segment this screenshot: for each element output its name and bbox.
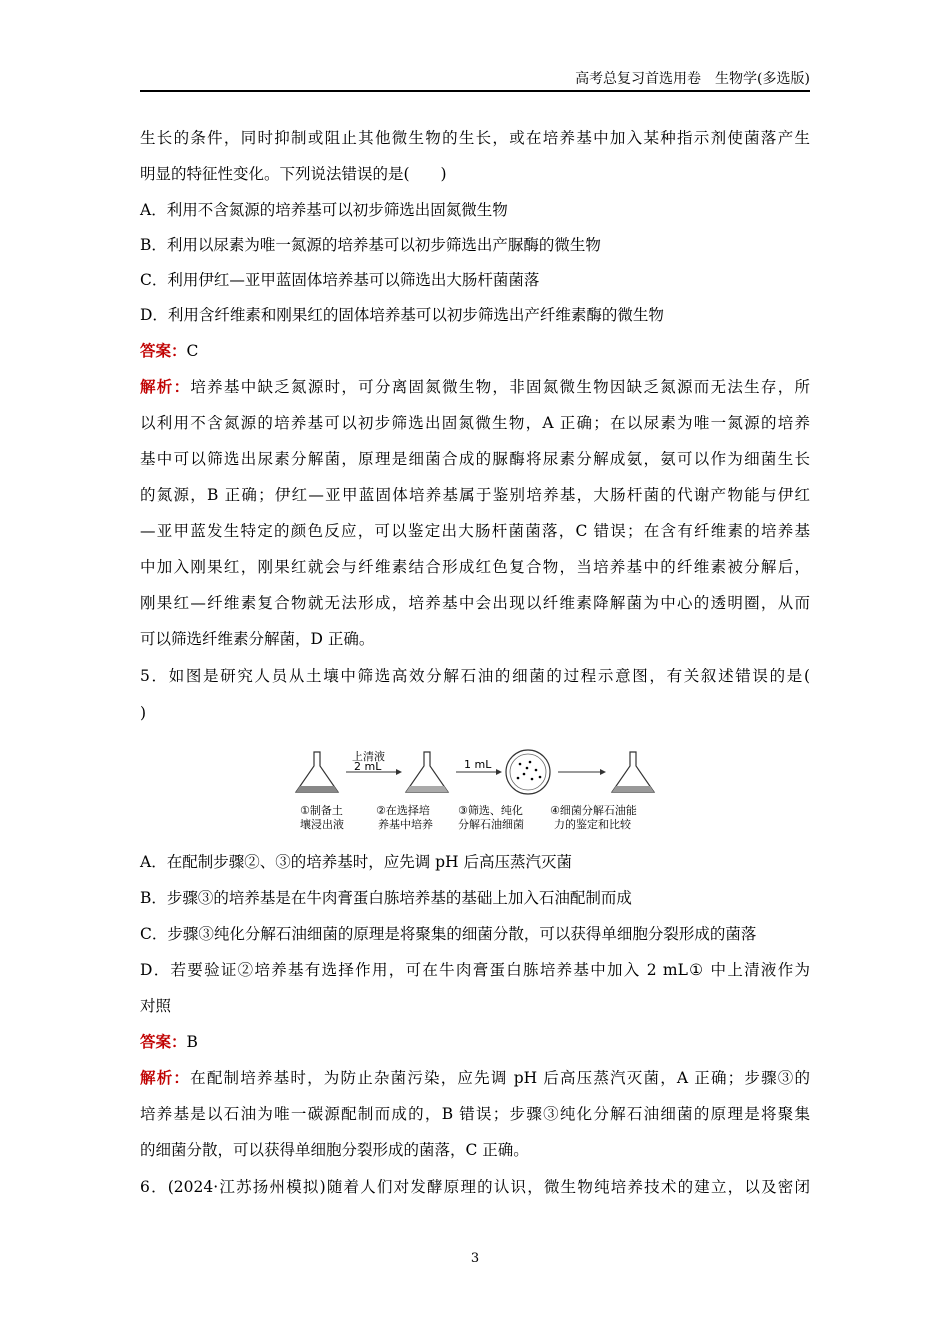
- step-1-caption-line-1: ①制备土: [300, 804, 343, 817]
- analysis-text: 在配制培养基时，为防止杂菌污染，应先调 pH 后高压蒸汽灭菌，A 正确；步骤③的: [190, 1069, 810, 1087]
- analysis-label: 解析：: [140, 377, 191, 396]
- q6-stem-line-1: 6．(2024·江苏扬州模拟)随着人们对发酵原理的认识，微生物纯培养技术的建立，以及密闭: [140, 1178, 810, 1196]
- q4-analysis-line-3: 基中可以筛选出尿素分解菌，原理是细菌合成的脲酶将尿素分解成氨，氨可以作为细菌生长: [140, 450, 810, 468]
- q5-stem-line-2: ): [140, 704, 147, 722]
- step-3-caption-line-2: 分解石油细菌: [458, 818, 524, 831]
- q4-analysis-line-8: 可以筛选纤维素分解菌，D 正确。: [140, 630, 375, 648]
- q4-analysis-line-4: 的氮源，B 正确；伊红—亚甲蓝固体培养基属于鉴别培养基，大肠杆菌的代谢产物能与伊红: [140, 486, 810, 504]
- q4-analysis-line-5: —亚甲蓝发生特定的颜色反应，可以鉴定出大肠杆菌菌落，C 错误；在含有纤维素的培养基: [140, 522, 810, 540]
- arrow-1-label-line-2: 2 mL: [354, 760, 382, 773]
- q4-stem-line-1: 生长的条件，同时抑制或阻止其他微生物的生长，或在培养基中加入某种指示剂使菌落产生: [140, 129, 810, 147]
- q5-answer: [140, 1032, 198, 1052]
- q4-analysis-line-2: 以利用不含氮源的培养基可以初步筛选出固氮微生物，A 正确；在以尿素为唯一氮源的培养: [140, 414, 810, 432]
- arrow-2-label: 1 mL: [464, 758, 492, 771]
- header-title: 高考总复习首选用卷 生物学(多选版): [575, 71, 810, 87]
- q5-option-b: B．步骤③的培养基是在牛肉膏蛋白胨培养基的基础上加入石油配制而成: [140, 889, 632, 907]
- step-2-caption-line-1: ②在选择培: [376, 804, 430, 817]
- q4-option-c: C．利用伊红—亚甲蓝固体培养基可以筛选出大肠杆菌菌落: [140, 271, 540, 289]
- answer-label: 答案：: [140, 1032, 187, 1051]
- petri-dish-icon: [506, 750, 550, 794]
- step-4-caption-line-1: ④细菌分解石油能: [550, 804, 637, 817]
- step-2-caption-line-2: 养基中培养: [378, 818, 433, 831]
- q4-answer: [140, 341, 198, 361]
- q4-option-b: B．利用以尿素为唯一氮源的培养基可以初步筛选出产脲酶的微生物: [140, 236, 601, 254]
- step-4-caption-line-2: 力的鉴定和比较: [554, 818, 631, 831]
- q5-option-d-line-1: D．若要验证②培养基有选择作用，可在牛肉膏蛋白胨培养基中加入 2 mL① 中上清液作为: [140, 961, 810, 979]
- answer-label: 答案：: [140, 341, 187, 360]
- q5-analysis-line-1: [140, 1068, 810, 1088]
- arrow-3: [558, 769, 606, 775]
- q5-analysis-line-3: 的细菌分散，可以获得单细胞分裂形成的菌落，C 正确。: [140, 1141, 529, 1159]
- q4-option-d: D．利用含纤维素和刚果红的固体培养基可以初步筛选出产纤维素酶的微生物: [140, 306, 664, 324]
- q4-stem-line-2: 明显的特征性变化。下列说法错误的是( ): [140, 165, 447, 183]
- q5-stem-line-1: 5．如图是研究人员从土壤中筛选高效分解石油的细菌的过程示意图，有关叙述错误的是(: [140, 667, 810, 685]
- bacteria-screening-diagram: [278, 748, 678, 840]
- q4-analysis-line-7: 刚果红—纤维素复合物就无法形成，培养基中会出现以纤维素降解菌为中心的透明圈，从而: [140, 594, 810, 612]
- q5-option-d-line-2: 对照: [140, 997, 172, 1015]
- step-3-caption-line-1: ③筛选、纯化: [458, 804, 523, 817]
- flask-2-icon: [406, 752, 448, 792]
- arrow-1-label-line-1: 上清液: [352, 750, 385, 763]
- q5-option-c: C．步骤③纯化分解石油细菌的原理是将聚集的细菌分散，可以获得单细胞分裂形成的菌落: [140, 925, 757, 943]
- page-header: [140, 66, 810, 92]
- step-1-caption-line-2: 壤浸出液: [300, 818, 344, 831]
- q4-analysis-line-1: [140, 377, 810, 397]
- flask-4-icon: [612, 752, 654, 792]
- q4-analysis-line-6: 中加入刚果红，刚果红就会与纤维素结合形成红色复合物，当培养基中的纤维素被分解后，: [140, 558, 810, 576]
- analysis-text: 培养基中缺乏氮源时，可分离固氮微生物，非固氮微生物因缺乏氮源而无法生存，所: [190, 378, 810, 396]
- answer-value: B: [186, 1033, 198, 1051]
- answer-value: C: [186, 342, 199, 360]
- q5-option-a: A．在配制步骤②、③的培养基时，应先调 pH 后高压蒸汽灭菌: [140, 853, 572, 871]
- flask-1-icon: [296, 752, 338, 792]
- q5-analysis-line-2: 培养基是以石油为唯一碳源配制而成的，B 错误；步骤③纯化分解石油细菌的原理是将聚集: [140, 1105, 810, 1123]
- page-number: 3: [470, 1251, 480, 1266]
- q4-option-a: A．利用不含氮源的培养基可以初步筛选出固氮微生物: [140, 201, 508, 219]
- analysis-label: 解析：: [140, 1068, 191, 1087]
